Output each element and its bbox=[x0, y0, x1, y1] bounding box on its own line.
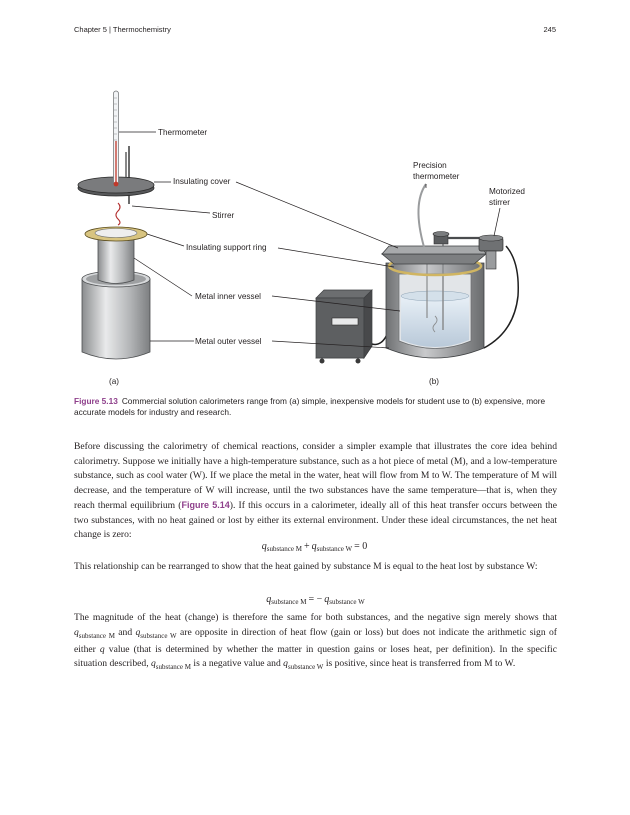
label-insulating-support-ring: Insulating support ring bbox=[186, 243, 267, 252]
eq1-q-m: q bbox=[261, 541, 267, 552]
label-panel-a: (a) bbox=[109, 377, 120, 386]
calorimeter-illustration bbox=[74, 86, 560, 391]
paragraph-3-text-c: are opposite in direction of heat flow (gain or loss) but does not indicate the arithmetic sign of either bbox=[74, 626, 557, 655]
page-header bbox=[74, 25, 556, 37]
industrial-calorimeter bbox=[316, 184, 518, 364]
equation-net-heat bbox=[74, 541, 557, 553]
eq2-q-w: q bbox=[324, 594, 330, 605]
label-stirrer: Stirrer bbox=[212, 211, 235, 220]
figure-caption bbox=[74, 396, 560, 418]
label-motorized-stirrer-line2: stirrer bbox=[489, 198, 510, 207]
paragraph-1-text-b: ). If this occurs in a calorimeter, ideally all of this heat transfer occurs between the two substances, with no heat gained or lost by either its external environment. Under these ideal circumstances, the net heat change is zero: bbox=[74, 500, 557, 540]
inline-q-m-3: q bbox=[151, 658, 156, 670]
paragraph-2: This relationship can be rearranged to show that the heat gained by substance M is equal to the heat lost by substance W: bbox=[74, 561, 538, 572]
eq1-plus: + bbox=[303, 541, 310, 552]
figure-5-14-link[interactable]: Figure 5.14 bbox=[181, 500, 230, 510]
label-motorized-stirrer-line1: Motorized bbox=[489, 187, 525, 196]
eq2-equals-neg: = − bbox=[308, 594, 323, 605]
inline-sub-m-3: substance M bbox=[155, 663, 191, 672]
label-precision-thermometer-line2: thermometer bbox=[413, 172, 460, 181]
calorimeter-figure bbox=[74, 86, 560, 391]
paragraph-1 bbox=[74, 440, 557, 543]
inline-sub-w-3: substance W bbox=[287, 663, 324, 672]
paragraph-3 bbox=[74, 611, 557, 675]
student-calorimeter bbox=[78, 91, 154, 359]
inline-q-m-1: q bbox=[74, 626, 79, 638]
paragraph-1-text-a: Before discussing the calorimetry of chemical reactions, consider a simpler example that illustrates the core idea behind calorimetry. Suppose we initially have a high-temperature substance, such as a hot piece of metal (M), and a low-temperature substance, such as cool water (W). If we place the metal in the water, heat will flow from M to W. The temperature of M will decrease, and the temperature of W will increase, until the two substances have the same temperature—that is, when they reach thermal equilibrium ( bbox=[74, 441, 557, 511]
paragraph-3-text-b: and bbox=[114, 626, 136, 638]
eq1-sub-m: substance M bbox=[266, 545, 302, 553]
eq2-sub-m: substance M bbox=[271, 598, 307, 606]
equation-heat-balance bbox=[74, 594, 557, 606]
paragraph-3-text-a: The magnitude of the heat (change) is therefore the same for both substances, and the negative sign merely shows that bbox=[74, 612, 557, 623]
label-insulating-cover: Insulating cover bbox=[173, 177, 231, 186]
inline-q-2: q bbox=[99, 643, 105, 655]
caption-text: Commercial solution calorimeters range from (a) simple, inexpensive models for student use to (b) expensive, more accurate models for industry and research. bbox=[74, 396, 546, 417]
eq2-q-m: q bbox=[266, 594, 272, 605]
eq2-sub-w: substance W bbox=[329, 598, 365, 606]
eq1-q-w: q bbox=[311, 541, 317, 552]
inline-q-w-3: q bbox=[283, 658, 288, 670]
page-number: 245 bbox=[543, 25, 556, 34]
inline-q-w-1: q bbox=[135, 626, 141, 638]
label-metal-inner-vessel: Metal inner vessel bbox=[195, 292, 261, 301]
paragraph-3-text-e: is a negative value and bbox=[191, 658, 284, 670]
inline-sub-w-1: substance W bbox=[140, 631, 177, 640]
paragraph-3-text-d: value (that is determined by whether the matter in question gains or loses heat, per definition). In the specific situation described, bbox=[74, 643, 557, 670]
label-panel-b: (b) bbox=[429, 377, 440, 386]
label-thermometer: Thermometer bbox=[158, 128, 208, 137]
eq1-sub-w: substance W bbox=[316, 545, 353, 553]
chapter-title: Chapter 5 | Thermochemistry bbox=[74, 25, 171, 34]
caption-label: Figure 5.13 bbox=[74, 396, 118, 406]
inline-sub-m-1: substance M bbox=[78, 631, 115, 640]
eq1-equals-zero: = 0 bbox=[354, 541, 368, 552]
label-metal-outer-vessel: Metal outer vessel bbox=[195, 337, 262, 346]
paragraph-3-text-f: is positive, since heat is transferred from M to W. bbox=[323, 658, 516, 670]
label-precision-thermometer-line1: Precision bbox=[413, 161, 447, 170]
